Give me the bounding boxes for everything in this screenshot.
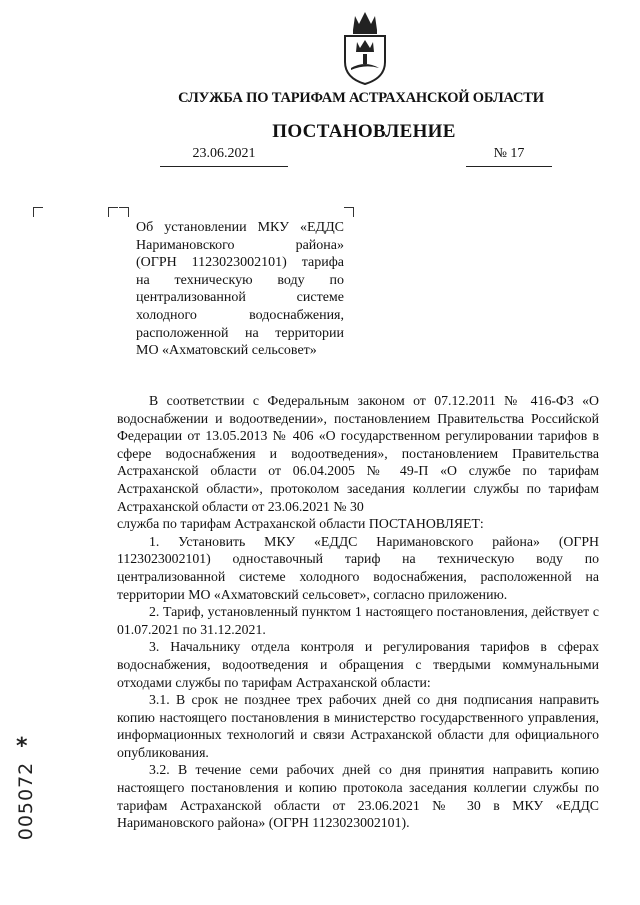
document-subject	[136, 219, 344, 360]
item-3-2-paragraph: 3.2. В течение семи рабочих дней со дня принятия направить копию настоящего постановления и копию протокола заседания коллегии службы по тарифам Астраханской области от 23.06.2021 № 30 в МКУ «ЕДДС Наримановского района» (ОГРН 1123023002101).	[117, 762, 599, 831]
subject-line: на техническую воду по	[136, 272, 344, 288]
side-serial-stamp	[14, 734, 42, 852]
resolves-line: служба по тарифам Астраханской области ПОСТАНОВЛЯЕТ:	[117, 516, 484, 532]
subject-line: централизованной системе	[136, 290, 344, 306]
corner-mark	[119, 207, 129, 217]
document-date: 23.06.2021	[160, 146, 288, 167]
organization-title: СЛУЖБА ПО ТАРИФАМ АСТРАХАНСКОЙ ОБЛАСТИ	[178, 90, 544, 106]
subject-line: Об установлении МКУ «ЕДДС	[136, 220, 344, 235]
preamble-paragraph: В соответствии с Федеральным законом от 07.12.2011 № 416-ФЗ «О водоснабжении и водоотведении», постановлением Правительства Российской Федерации от 13.05.2013 № 406 «О государственном регулировании тарифов в сфере водоснабжения и водоотведения», постановлением Правительства Астраханской области от 06.04.2005 № 49-П «О службе по тарифам Астраханской области», протоколом заседания коллегии службы по тарифам Астраханской области от 23.06.2021 № 30	[117, 393, 599, 514]
item-1-paragraph: 1. Установить МКУ «ЕДДС Наримановского района» (ОГРН 1123023002101) одноставочный тариф на техническую воду по централизованной системе холодного водоснабжения, расположенной на территории МО «Ахматовский сельсовет», согласно приложению.	[117, 533, 599, 602]
item-2-paragraph: 2. Тариф, установленный пунктом 1 настоящего постановления, действует с 01.07.2021 по 31.12.2021.	[117, 604, 599, 637]
subject-line: (ОГРН 1123023002101) тарифа	[136, 255, 344, 271]
coat-of-arms-icon	[339, 10, 391, 86]
subject-line: Наримановского района»	[136, 237, 344, 253]
subject-line: МО «Ахматовский сельсовет»	[136, 343, 317, 359]
subject-line: расположенной на территории	[136, 325, 344, 341]
corner-mark	[33, 207, 43, 217]
item-3-paragraph: 3. Начальнику отдела контроля и регулирования тарифов в сферах водоснабжения, водоотведения и обращения с твердыми коммунальными отходами службы по тарифам Астраханской области:	[117, 639, 599, 690]
document-type-title: ПОСТАНОВЛЕНИЕ	[272, 121, 456, 142]
corner-mark	[344, 207, 354, 217]
document-body	[117, 392, 599, 832]
document-number: № 17	[466, 146, 552, 167]
item-3-1-paragraph: 3.1. В срок не позднее трех рабочих дней со дня подписания направить копию настоящего постановления в министерство государственного управления, информационных технологий и связи Астраханской области для официального опубликования.	[117, 692, 599, 760]
subject-line: холодного водоснабжения,	[136, 307, 344, 323]
asterisk-mark: *	[16, 734, 28, 759]
serial-number: 005072	[15, 761, 37, 841]
corner-mark	[108, 207, 118, 217]
